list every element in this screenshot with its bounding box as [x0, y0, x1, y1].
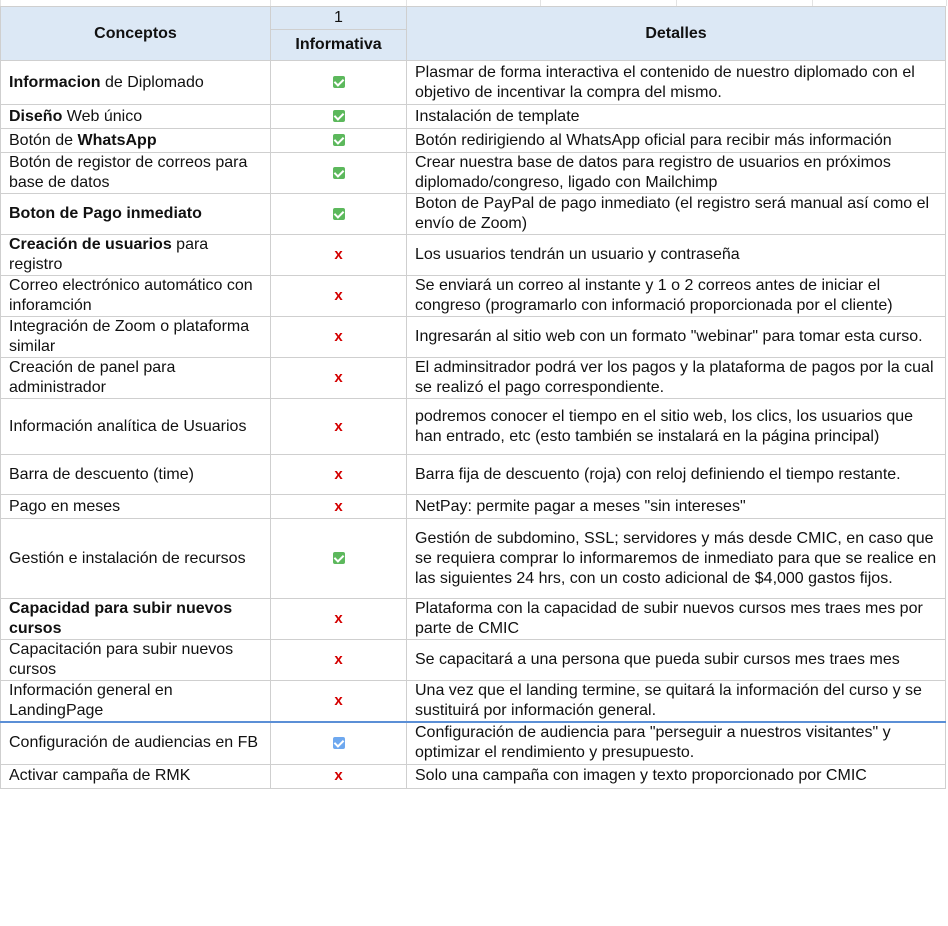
detail-cell[interactable]: Barra fija de descuento (roja) con reloj definiendo el tiempo restante.: [407, 455, 946, 495]
status-cell[interactable]: [271, 399, 407, 455]
status-cell[interactable]: [271, 129, 407, 153]
concept-cell[interactable]: [1, 129, 271, 153]
concept-bold-text: Diseño: [9, 107, 63, 125]
concept-text: Activar campaña de RMK: [9, 767, 191, 784]
status-cell[interactable]: [271, 455, 407, 495]
concept-bold-text: Creación de usuarios: [9, 236, 172, 253]
status-cell[interactable]: [271, 681, 407, 723]
concept-text: Botón de: [9, 131, 78, 149]
concept-bold-text: WhatsApp: [77, 131, 157, 149]
x-mark-icon: x: [334, 246, 343, 263]
concept-text: Integración de Zoom o plataforma similar: [9, 318, 250, 355]
checkbox-checked-icon: [333, 208, 345, 220]
table-row: [1, 764, 946, 788]
table-row: [1, 640, 946, 681]
concept-cell[interactable]: [1, 399, 271, 455]
x-mark-icon: x: [334, 465, 343, 483]
concept-text: Pago en meses: [9, 497, 121, 515]
status-cell[interactable]: [271, 235, 407, 276]
status-cell[interactable]: [271, 276, 407, 317]
status-cell[interactable]: [271, 105, 407, 129]
checkbox-checked-icon: [333, 737, 345, 749]
concept-cell[interactable]: [1, 317, 271, 358]
table-row: [1, 105, 946, 129]
detail-cell[interactable]: Se enviará un correo al instante y 1 o 2 correos antes de iniciar el congreso (programarlo con informació proporcionada por el cliente): [407, 276, 946, 317]
status-cell[interactable]: [271, 317, 407, 358]
concept-cell[interactable]: [1, 722, 271, 764]
detail-cell[interactable]: podremos conocer el tiempo en el sitio web, los clics, los usuarios que han entrado, etc (esto también se instalará en la página principal): [407, 399, 946, 455]
concept-text: Barra de descuento (time): [9, 465, 194, 483]
features-table: [0, 6, 946, 789]
concept-cell[interactable]: [1, 153, 271, 194]
status-cell[interactable]: [271, 640, 407, 681]
detail-cell[interactable]: NetPay: permite pagar a meses "sin intereses": [407, 495, 946, 519]
x-mark-icon: x: [334, 767, 343, 784]
concept-cell[interactable]: [1, 519, 271, 599]
header-detalles[interactable]: Detalles: [407, 7, 946, 61]
table-row: [1, 519, 946, 599]
concept-text: Correo electrónico automático con inforamción: [9, 277, 253, 314]
x-mark-icon: x: [334, 651, 343, 668]
concept-cell[interactable]: [1, 455, 271, 495]
table-row: [1, 722, 946, 764]
concept-bold-text: Capacidad para subir nuevos cursos: [9, 600, 233, 637]
concept-cell[interactable]: [1, 194, 271, 235]
status-cell[interactable]: [271, 722, 407, 764]
status-cell[interactable]: [271, 519, 407, 599]
concept-cell[interactable]: [1, 358, 271, 399]
header-informativa[interactable]: Informativa: [271, 30, 407, 61]
x-mark-icon: x: [334, 287, 343, 304]
table-row: [1, 153, 946, 194]
table-row: [1, 194, 946, 235]
detail-cell[interactable]: Boton de PayPal de pago inmediato (el registro será manual así como el envío de Zoom): [407, 194, 946, 235]
concept-text: Gestión e instalación de recursos: [9, 549, 246, 567]
status-cell[interactable]: [271, 495, 407, 519]
concept-cell[interactable]: [1, 681, 271, 723]
detail-cell[interactable]: Crear nuestra base de datos para registro de usuarios en próximos diplomado/congreso, ligado con Mailchimp: [407, 153, 946, 194]
concept-cell[interactable]: [1, 495, 271, 519]
concept-cell[interactable]: [1, 105, 271, 129]
concept-bold-text: Boton de Pago inmediato: [9, 205, 202, 222]
table-row: [1, 399, 946, 455]
table-row: [1, 495, 946, 519]
detail-cell[interactable]: Ingresarán al sitio web con un formato "webinar" para tomar esta curso.: [407, 317, 946, 358]
status-cell[interactable]: [271, 194, 407, 235]
checkbox-checked-icon: [333, 76, 345, 88]
concept-text: Botón de registor de correos para base de datos: [9, 154, 248, 191]
concept-text: Web único: [62, 107, 143, 125]
table-row: [1, 276, 946, 317]
x-mark-icon: x: [334, 692, 343, 709]
header-column-number[interactable]: 1: [271, 7, 407, 30]
detail-cell[interactable]: Se capacitará a una persona que pueda subir cursos mes traes mes: [407, 640, 946, 681]
detail-cell[interactable]: Gestión de subdomino, SSL; servidores y más desde CMIC, en caso que se requiera comprar lo informaremos de inmediato para que se realice en las siguientes 24 hrs, con un costo adicional de $4,000 gastos fijos.: [407, 519, 946, 599]
table-row: [1, 61, 946, 105]
detail-cell[interactable]: Plataforma con la capacidad de subir nuevos cursos mes traes mes por parte de CMIC: [407, 599, 946, 640]
checkbox-checked-icon: [333, 552, 345, 564]
detail-cell[interactable]: Botón redirigiendo al WhatsApp oficial para recibir más información: [407, 129, 946, 153]
status-cell[interactable]: [271, 153, 407, 194]
concept-cell[interactable]: [1, 764, 271, 788]
concept-text: Creación de panel para administrador: [9, 359, 176, 396]
x-mark-icon: x: [334, 610, 343, 627]
header-conceptos[interactable]: Conceptos: [1, 7, 271, 61]
x-mark-icon: x: [334, 328, 343, 345]
status-cell[interactable]: [271, 358, 407, 399]
concept-cell[interactable]: [1, 276, 271, 317]
detail-cell[interactable]: Instalación de template: [407, 105, 946, 129]
concept-text: Información analítica de Usuarios: [9, 417, 247, 435]
table-row: [1, 317, 946, 358]
detail-cell[interactable]: Plasmar de forma interactiva el contenido de nuestro diplomado con el objetivo de incentivar la compra del mismo.: [407, 61, 946, 105]
table-row: [1, 455, 946, 495]
table-row: [1, 358, 946, 399]
x-mark-icon: x: [334, 369, 343, 386]
detail-cell[interactable]: Solo una campaña con imagen y texto proporcionado por CMIC: [407, 764, 946, 788]
concept-text: para registro: [9, 236, 209, 273]
detail-cell[interactable]: Configuración de audiencia para "perseguir a nuestros visitantes" y optimizar el rendimiento y presupuesto.: [407, 722, 946, 764]
checkbox-checked-icon: [333, 167, 345, 179]
detail-cell[interactable]: Los usuarios tendrán un usuario y contraseña: [407, 235, 946, 276]
concept-text: Información general en LandingPage: [9, 682, 173, 719]
concept-cell[interactable]: [1, 235, 271, 276]
table-row: [1, 235, 946, 276]
x-mark-icon: x: [334, 497, 343, 515]
checkbox-checked-icon: [333, 134, 345, 146]
concept-cell[interactable]: [1, 61, 271, 105]
x-mark-icon: x: [334, 417, 343, 435]
status-cell[interactable]: [271, 61, 407, 105]
concept-text: Capacitación para subir nuevos cursos: [9, 641, 234, 678]
concept-cell[interactable]: [1, 599, 271, 640]
detail-cell[interactable]: El adminsitrador podrá ver los pagos y la plataforma de pagos por la cual se realizó el pago correspondiente.: [407, 358, 946, 399]
detail-cell[interactable]: Una vez que el landing termine, se quitará la información del curso y se sustituirá por información general.: [407, 681, 946, 723]
concept-cell[interactable]: [1, 640, 271, 681]
table-row: [1, 599, 946, 640]
column-separator: [946, 0, 947, 6]
concept-text: Configuración de audiencias en FB: [9, 734, 259, 752]
concept-bold-text: Informacion: [9, 73, 101, 91]
status-cell[interactable]: [271, 599, 407, 640]
concept-text: de Diplomado: [100, 73, 204, 91]
checkbox-checked-icon: [333, 110, 345, 122]
table-row: [1, 129, 946, 153]
table-row: [1, 681, 946, 723]
status-cell[interactable]: [271, 764, 407, 788]
